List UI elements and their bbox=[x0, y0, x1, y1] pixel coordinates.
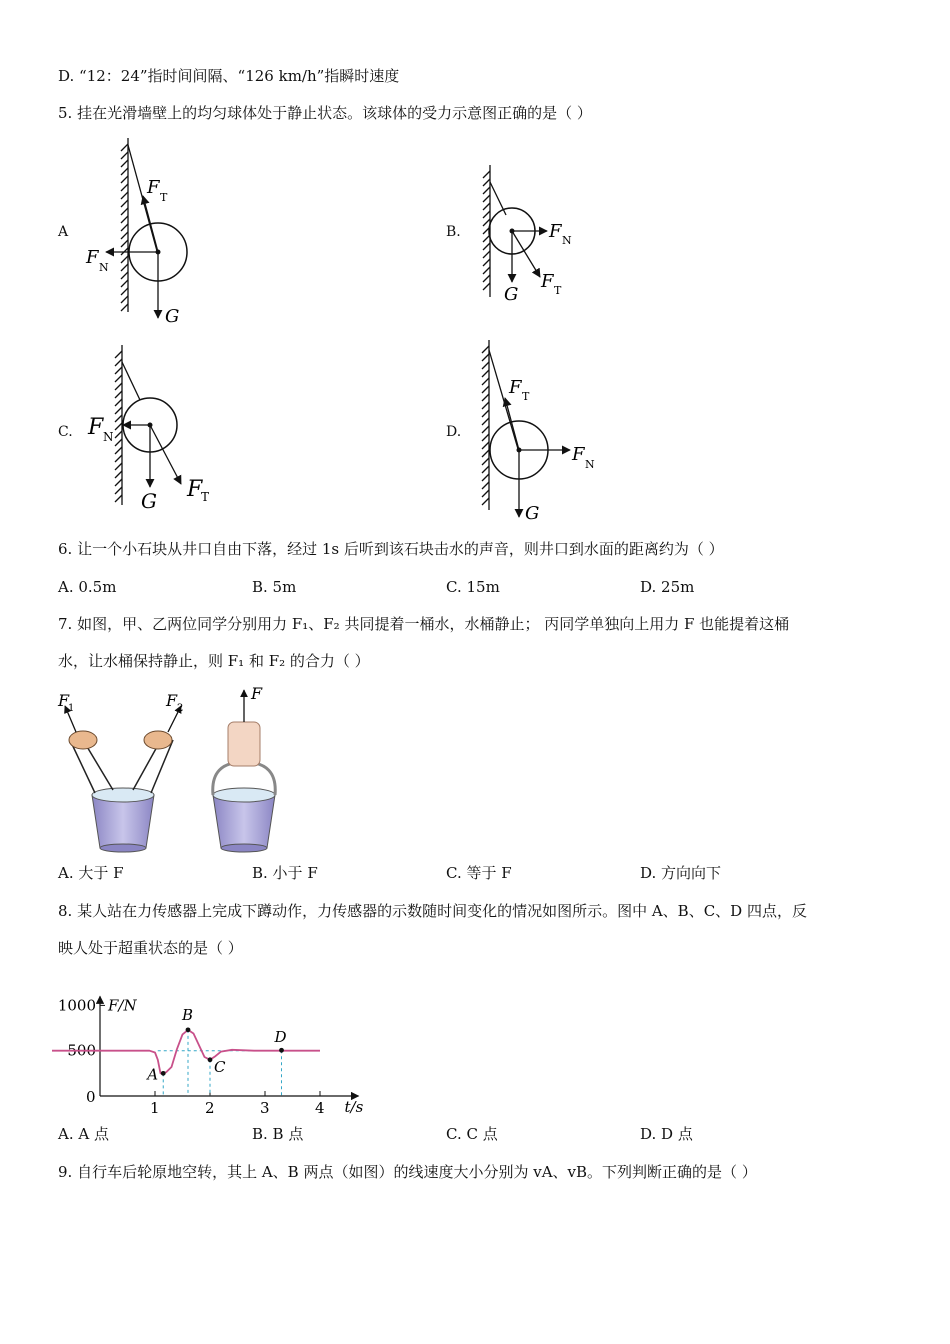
label-fn-a: F bbox=[86, 247, 99, 268]
svg-text:N: N bbox=[585, 458, 595, 471]
q8-stem-line2: 映人处于超重状态的是（ ） bbox=[58, 939, 243, 957]
y-tick-label-1000: 1000 bbox=[57, 996, 96, 1015]
svg-text:1: 1 bbox=[68, 703, 75, 714]
q9-stem: 9. 自行车后轮原地空转，其上 A、B 两点（如图）的线速度大小分别为 vA、vB。下列判断正确的是（ ） bbox=[58, 1163, 757, 1181]
svg-text:N: N bbox=[103, 430, 114, 444]
label-ft-a: F bbox=[147, 177, 160, 198]
x-tick-label-0: 0 bbox=[86, 1088, 96, 1106]
point-D bbox=[279, 1048, 284, 1053]
svg-text:G: G bbox=[525, 503, 540, 524]
svg-text:F: F bbox=[509, 377, 522, 398]
q6-option-c[interactable]: C. 15m bbox=[446, 578, 500, 596]
q7-stem-line1: 7. 如图，甲、乙两位同学分别用力 F₁、F₂ 共同提着一桶水，水桶静止； 丙同学单独向上用力 F 也能提着这桶 bbox=[58, 615, 790, 633]
point-label-A: A bbox=[147, 1065, 159, 1084]
q7-stem-line2: 水，让水桶保持静止，则 F₁ 和 F₂ 的合力（ ） bbox=[58, 652, 370, 670]
svg-text:N: N bbox=[562, 234, 572, 247]
q6-option-a[interactable]: A. 0.5m bbox=[58, 578, 117, 596]
svg-text:G: G bbox=[141, 489, 157, 513]
q7-option-a[interactable]: A. 大于 F bbox=[58, 864, 124, 882]
point-label-D: D bbox=[274, 1028, 287, 1047]
svg-text:G: G bbox=[504, 284, 519, 305]
q6-stem: 6. 让一个小石块从井口自由下落，经过 1s 后听到该石块击水的声音，则井口到水面的距离约为（ ） bbox=[58, 540, 724, 558]
x-tick-label-1: 1 bbox=[150, 1099, 160, 1117]
q8-stem-line1: 8. 某人站在力传感器上完成下蹲动作，力传感器的示数随时间变化的情况如图所示。图中 A、B、C、D 四点，反 bbox=[58, 902, 807, 920]
svg-text:F: F bbox=[549, 221, 562, 242]
svg-text:F: F bbox=[58, 691, 70, 710]
q5-label-b: B. bbox=[446, 224, 461, 240]
q8-option-d[interactable]: D. D 点 bbox=[640, 1125, 693, 1143]
point-B bbox=[186, 1027, 191, 1032]
q4-option-d: D. “12：24”指时间间隔、“126 km/h”指瞬时速度 bbox=[58, 67, 400, 85]
point-label-C: C bbox=[214, 1057, 226, 1076]
q6-option-d[interactable]: D. 25m bbox=[640, 578, 695, 596]
label-g-a: G bbox=[165, 306, 180, 327]
q7-option-d[interactable]: D. 方向向下 bbox=[640, 864, 722, 882]
svg-text:F: F bbox=[572, 444, 585, 465]
point-A bbox=[161, 1071, 166, 1076]
q5-stem: 5. 挂在光滑墙壁上的均匀球体处于静止状态。该球体的受力示意图正确的是（ ） bbox=[58, 104, 592, 122]
x-tick-label-3: 3 bbox=[260, 1099, 270, 1117]
svg-text:2: 2 bbox=[177, 703, 184, 714]
point-label-B: B bbox=[182, 1005, 194, 1024]
x-axis-label: t/s bbox=[344, 1098, 364, 1116]
q5-label-c: C. bbox=[58, 424, 73, 440]
q5-label-a: A bbox=[58, 224, 69, 240]
q7-option-b[interactable]: B. 小于 F bbox=[252, 864, 318, 882]
y-axis-label: F/N bbox=[108, 996, 137, 1015]
svg-text:T: T bbox=[201, 490, 210, 504]
svg-text:T: T bbox=[522, 390, 530, 403]
label-ft-a-sub: T bbox=[160, 191, 168, 204]
x-tick-label-4: 4 bbox=[315, 1099, 325, 1117]
q8-option-a[interactable]: A. A 点 bbox=[58, 1125, 109, 1143]
q5-label-d: D. bbox=[446, 424, 462, 440]
svg-text:F: F bbox=[166, 691, 178, 710]
x-tick-label-2: 2 bbox=[205, 1099, 215, 1117]
label-fn-a-sub: N bbox=[99, 261, 109, 274]
q8-option-b[interactable]: B. B 点 bbox=[252, 1125, 304, 1143]
q6-option-b[interactable]: B. 5m bbox=[252, 578, 297, 596]
y-tick-label-500: 500 bbox=[67, 1041, 96, 1060]
q7-option-c[interactable]: C. 等于 F bbox=[446, 864, 512, 882]
svg-text:F: F bbox=[187, 477, 203, 502]
svg-text:F: F bbox=[88, 415, 104, 440]
point-C bbox=[208, 1057, 213, 1062]
svg-text:F: F bbox=[251, 684, 263, 703]
svg-text:T: T bbox=[554, 284, 562, 297]
q8-option-c[interactable]: C. C 点 bbox=[446, 1125, 498, 1143]
svg-text:F: F bbox=[541, 271, 554, 292]
